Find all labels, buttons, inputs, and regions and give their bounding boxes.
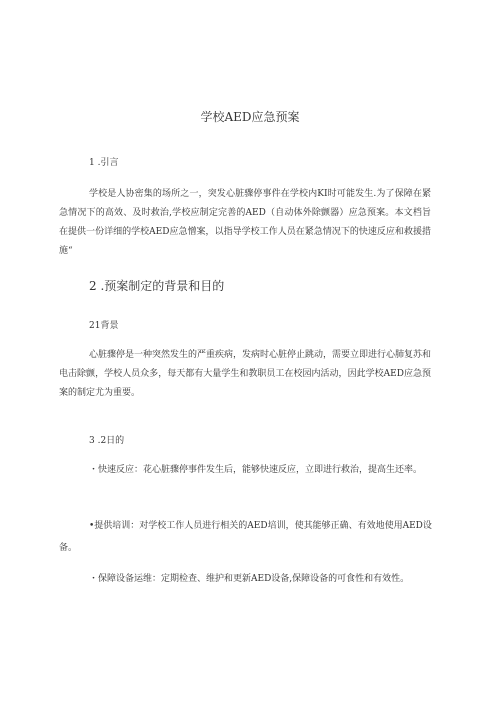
- purpose-bullet-rapid-response: ・快速反应：花心脏骤停事件发生后，能够快速反应，立即进行救治，提高生还率。: [89, 465, 423, 475]
- introduction-paragraph: 学校是人协密集的场所之一，突发心脏骤停事件在学校内KI时可能发生.为了保障在紧急情况下的高效、及时救治,学校应制定完善的AED（自动体外除颤器）应急预案。本文档旨在提供一份详细的学校AED应急憎案，以指导学校工作人员在紧急情况下的快速反应和救援措施“: [59, 189, 431, 256]
- document-title: 学校AED应急预案: [200, 110, 300, 124]
- purpose-bullet-equipment-maintenance: ・保障设备运维：定期检查、维护和更新AED设备,保障设备的可食性和有效性。: [89, 574, 410, 584]
- section-heading-background-purpose: 2 .预案制定的背景和目的: [89, 279, 225, 293]
- subsection-heading-purpose: 3 .2日的: [89, 436, 125, 446]
- section-heading-introduction: 1 .引言: [89, 158, 119, 168]
- subsection-heading-background: 21背景: [89, 321, 119, 331]
- background-paragraph: 心脏骤停是一种突然发生的严重疾病，发病时心脏停止跳动，需要立即进行心肺复苏和电击除颤，学校人员众多，每天都有大量学生和教职员工在校园内活动，因此学校AED应急预案的制定尤为重要。: [59, 350, 432, 398]
- purpose-bullet-training: •提供培训：对学校工作人员进行相关的AED培训，使其能够正确、有效地使用AED设备。: [59, 521, 432, 553]
